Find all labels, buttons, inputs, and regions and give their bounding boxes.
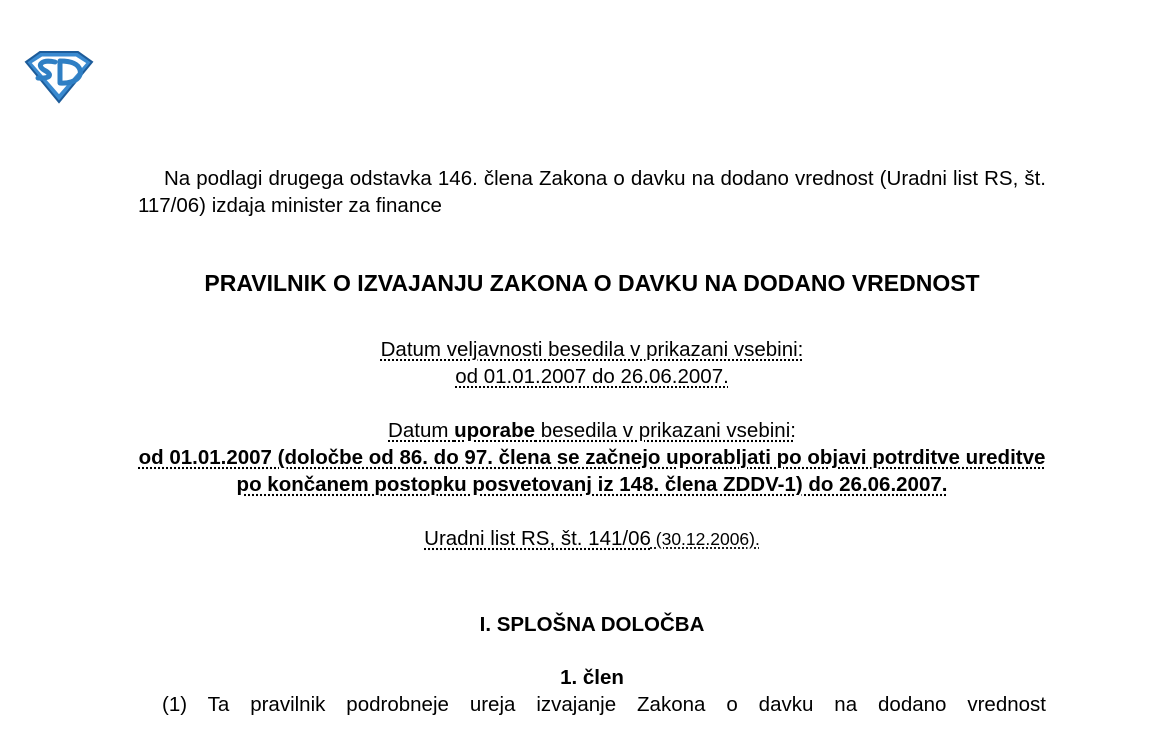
article-heading: 1. člen (560, 666, 624, 689)
intro-paragraph: Na podlagi drugega odstavka 146. člena Zakona o davku na dodano vrednost (Uradni list RS, št. 117/06) izdaja minister za finance (138, 167, 1046, 217)
gazette-reference (138, 525, 1046, 553)
gazette-date: (30.12.2006). (650, 529, 760, 549)
section-heading: I. SPLOŠNA DOLOČBA (479, 613, 705, 636)
usage-range: od 01.01.2007 (določbe od 86. do 97. člena se začnejo uporabljati po objavi potrditve ureditve po končanem postopku posvetovanj iz 148. člena ZDDV-1) do 26.06.2007. (138, 446, 1046, 496)
validity-range: od 01.01.2007 do 26.06.2007. (455, 365, 729, 388)
gazette-text: Uradni list RS, št. 141/06 (424, 527, 651, 550)
document-title: PRAVILNIK O IZVAJANJU ZAKONA O DAVKU NA DODANO VREDNOST (204, 270, 980, 296)
usage-label-bold: uporabe (454, 419, 535, 442)
usage-label (388, 419, 796, 442)
sd-diamond-logo-icon (22, 48, 96, 104)
usage-label-prefix: Datum (388, 419, 455, 442)
document-page (138, 165, 1046, 718)
usage-block (138, 417, 1046, 498)
validity-block (138, 336, 1046, 390)
usage-label-suffix: besedila v prikazani vsebini: (535, 419, 796, 442)
article-paragraph: (1) Ta pravilnik podrobneje ureja izvajanje Zakona o davku na dodano vrednost (162, 693, 1046, 716)
validity-label: Datum veljavnosti besedila v prikazani vsebini: (380, 338, 804, 361)
